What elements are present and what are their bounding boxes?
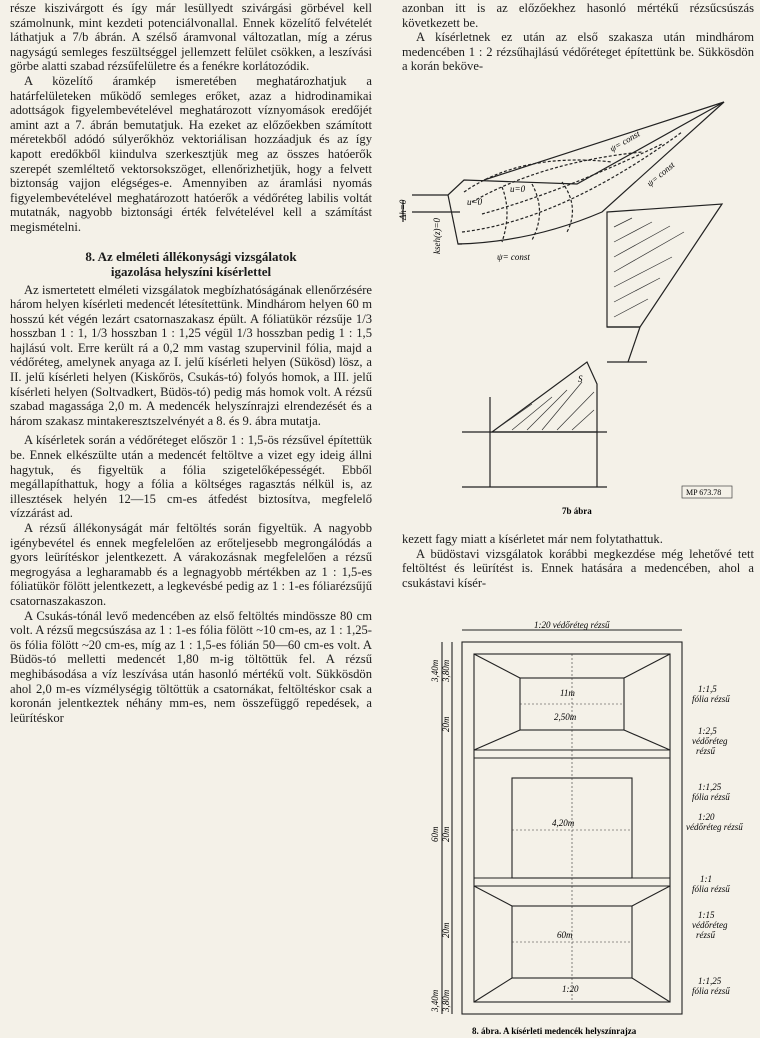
dimension-label: 20m (441, 922, 451, 938)
paragraph: azonban itt is az előzőekhez hasonló mértékű rézsűcsúszás következett be. (402, 1, 754, 30)
slope-label: 1:20 (698, 812, 715, 822)
dimension-label: 11m (560, 688, 575, 698)
psi-label: ψ= const (608, 128, 642, 154)
paragraph: Az ismertetett elméleti vizsgálatok megbízhatóságának ellenőrzésére három helyen kísérleti medencét létesítettünk. Mindhárom helyen 60 m hosszú két végén lezárt csatornaszakasz épült. A fóliatükör rézsűje 1/3 hosszban 1 : 1, 1/3 hosszban 1 : 1,25 végül 1/3 hosszban pedig 1 : 1,5 hajlású volt. Erre került rá a 0,2 mm vastag szupervinil fólia, majd a védőréteg, amelynek anyaga az I. jelű kísérleti helyen (Sükösd) lösz, a II. jelű kísérleti helyen (Kiskőrös, Csukás-tó) folyós homok, a III. jelű kísérleti helyen (Soltvadkert, Büdös-tó) pedig más homok volt. A rézsű szabad magassága 2,0 m. A medencék helyszínrajzi elrendezését és a három szakasz mintakeresztszelvényét a 8. és 9. ábra mutatja. (10, 282, 372, 428)
paragraph: kezett fagy miatt a kísérletet már nem folytathattuk. (402, 532, 663, 546)
dimension-label: 1:20 védőréteg rézsű (534, 620, 610, 630)
paragraph: A kísérletnek ez után az első szakasza után mindhárom medencében 1 : 2 rézsűhajlású védőréteget építettünk be. Sükkösdön a korán beköve- (402, 30, 754, 74)
dimension-label: 1:20 (562, 984, 579, 994)
paragraph: A Csukás-tónál levő medencében az első feltöltés mindössze 80 cm volt. A rézsű megcsúszása az 1 : 1-es fólia fölött ~10 cm-es, az 1 : 1,25-ös fólia fölött ~20 cm-es, míg az 1 : 1,5-es fólián 50—60 cm-es volt. A Büdös-tó melletti medencét 1,80 m-ig töltöttük fel. A rézsű meghibásodása a víz leszívása után hasonló mértékű volt. Sükkösdön ahol 2,0 m-es vízmélységig töltöttük a csatornákat, feltöltéskor csak a koronán jelentkeztek néhány mm-es, nem összefüggő repedések, a leürítéskor (10, 608, 372, 725)
right-column-top (402, 0, 754, 74)
paragraph: A közelítő áramkép ismeretében meghatározhatjuk a határfelületeken működő semleges erőket, azaz a hidrodinamikai adottságok figyelembevételével meghatározott víznyomások eredőjét amint azt a 7. ábrán bemutatjuk. Ha ezeket az előzőekben számított méretekből adódó súlyerőkhöz vektoriálisan hozzáadjuk és az így kapott eredőkből kiindulva szerkesztjük meg az összes hatóerők szerepét szemléltető vektorsokszöget, ellenőrizhetjük, hogy a felvett biztonság vajjon elégséges-e. Amennyiben az áramlási nyomás figyelembevételével meghatározott hatóerők a védőréteg labilis voltát mutatnák, nagyobb biztonsági érték felvételével kell a számítást megismételni. (10, 73, 372, 234)
s-label: S (578, 374, 583, 384)
paragraph: A kísérletek során a védőréteget először 1 : 1,5-ös rézsűvel építettük be. Ennek elkészülte után a medencét feltöltve a vizet egy ideig állni hagytuk, és figyeltük a fólia szigetelőképességét. Ebből megállapíthattuk, hogy a fólia a költséges ragasztás nélkül is, az illesztések helyén 12—15 cm-es átfedést biztosítva, megfelelő vízzárást ad. (10, 433, 372, 521)
slope-label: fólia rézsű (692, 986, 730, 996)
psi-label: ψ= const (497, 252, 530, 262)
slope-label: védőréteg rézsű (686, 822, 743, 832)
slope-label: 1:1 (700, 874, 712, 884)
dimension-label: 20m (441, 716, 451, 732)
paragraph: része kiszivárgott és így már lesüllyedt szivárgási görbével kell számolnunk, mint kezdeti potenciálvonallal. Ennek közelítő felvételét láthatjuk a 7/b ábrán. A szélső áramvonal változatlan, míg a zérus nagyságú semleges feszültséggel jellemzett felület csökken, a leszívási görbe alatti szabad rézsűfelületre és a fenékre korlátozódik. (10, 1, 372, 74)
stamp: MP 673.78 (686, 488, 722, 497)
dimension-label: 20m (441, 826, 451, 842)
dimension-label: 60m (557, 930, 573, 940)
u0-label: u=0 (510, 184, 526, 194)
dimension-label: 3,40m (430, 989, 440, 1012)
section-title-line-2: igazolása helyszíni kísérlettel (110, 263, 272, 279)
u0-label: u=0 (467, 197, 483, 207)
axis-label: Δh=0 (398, 199, 408, 220)
slope-label: fólia rézsű (692, 884, 730, 894)
slope-label: 1:2,5 (698, 726, 717, 736)
section-title-line-1: 8. Az elméleti állékonysági vizsgálatok (85, 248, 297, 264)
slope-label: rézsű (696, 930, 716, 940)
paragraph: A büdöstavi vizsgálatok korábbi megkezdése még lehetővé tett feltöltést és leürítést is. Ennek hatására a medencében, ahol a csukástavi kísér- (402, 546, 754, 590)
slope-label: rézsű (696, 746, 716, 756)
dimension-label: 3,40m (430, 659, 440, 682)
slope-label: fólia rézsű (692, 694, 730, 704)
psi-label: ψ= const (644, 159, 677, 189)
dimension-label: 4,20m (552, 818, 575, 828)
slope-label: 1:1,5 (698, 684, 717, 694)
section-title (10, 249, 372, 279)
left-column (10, 0, 372, 725)
paragraph: A rézsű állékonyságát már feltöltés során figyeltük. A nagyobb igénybevétel és ennek megfelelően az erőteljesebb megrongálódás a gyors leürítéskor jelentkezett. A várakozásnak megfelelően a rézsű megrogyása a legharamabb és a legnagyobb mértékben az 1 : 1,5-es fóliatükör fölött jelentkezett, a legkevésbé pedig az 1 : 1-es fóliarézsűjű csatornaszakaszon. (10, 521, 372, 608)
axis-label: kseh(z)=0 (432, 217, 442, 254)
dimension-label: 3,80m (441, 989, 451, 1012)
dimension-label: 2,50m (554, 712, 577, 722)
slope-label: 1:1,25 (698, 976, 722, 986)
figure-caption: 7b ábra (562, 506, 592, 516)
slope-label: védőréteg (692, 920, 728, 930)
slope-label: 1:15 (698, 910, 715, 920)
right-column-middle (402, 532, 754, 590)
figure-8 (402, 620, 754, 1038)
slope-label: fólia rézsű (692, 792, 730, 802)
dimension-label: 60m (430, 826, 440, 842)
figure-caption: 8. ábra. A kísérleti medencék helyszínrajza (472, 1026, 637, 1036)
figure-7b (398, 92, 754, 522)
slope-label: 1:1,25 (698, 782, 722, 792)
slope-label: védőréteg (692, 736, 728, 746)
dimension-label: 3,80m (441, 659, 451, 682)
